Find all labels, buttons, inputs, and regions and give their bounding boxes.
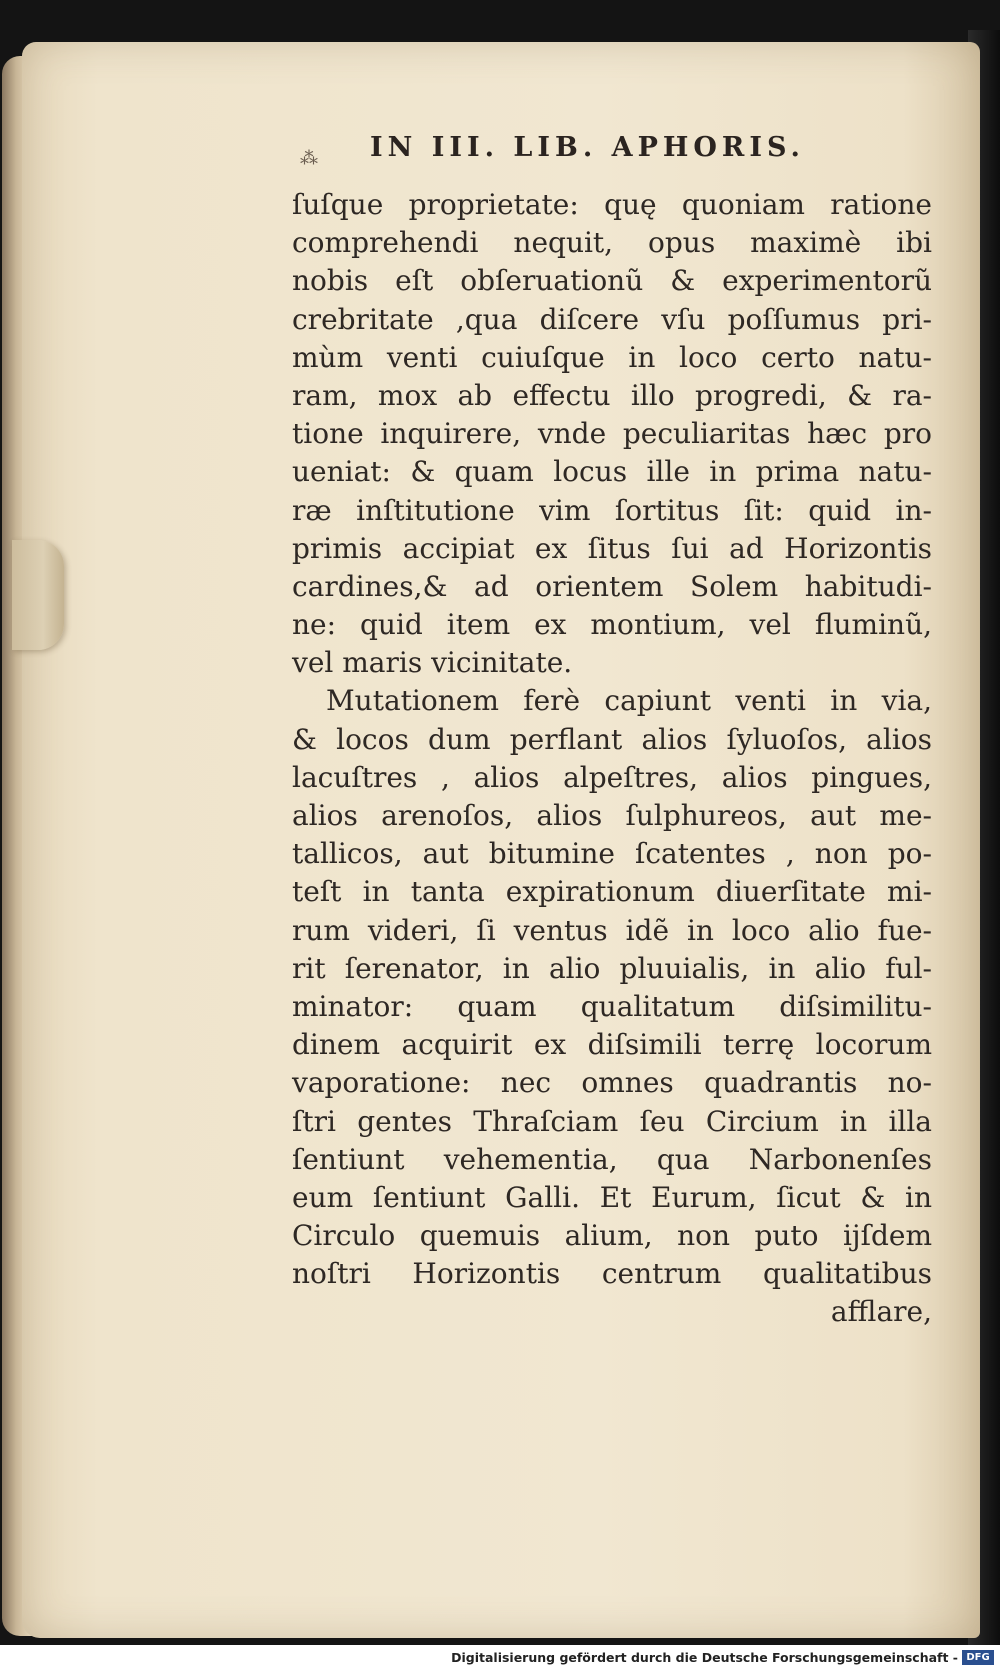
text-line: lacuſtres , alios alpeſtres, alios pingues, (292, 760, 932, 794)
text-line: cardines,& ad orientem Solem habitudi- (292, 569, 932, 603)
text-line: alios arenoſos, alios ſulphureos, aut me- (292, 799, 932, 832)
text-line: ueniat: & quam locus ille in prima natu- (292, 455, 932, 489)
page-mark: ⁂ (300, 148, 318, 169)
text-line: mùm venti cuiuſque in loco certo natu- (292, 340, 932, 374)
text-line: ſentiunt vehementia, qua Narbonenſes (292, 1142, 932, 1176)
text-line: rum videri, ſi ventus idẽ in loco alio fue- (292, 913, 932, 947)
funding-notice: Digitalisierung gefördert durch die Deutsche Forschungsgemeinschaft - (451, 1650, 958, 1665)
text-line: minator: quam qualitatum diſsimilitu- (292, 989, 932, 1023)
footer-bar (0, 1645, 1000, 1671)
text-line: teſt in tanta expirationum diuerſitate mi- (292, 875, 932, 909)
text-block (292, 186, 932, 1332)
text-line: ne: quid item ex montium, vel fluminũ, (292, 608, 932, 642)
text-line: ſuſque proprietate: quę quoniam ratione (292, 188, 932, 221)
text-line: tione inquirere, vnde peculiaritas hæc pro (292, 417, 932, 451)
text-line: ræ inſtitutione vim ſortitus ſit: quid in- (292, 493, 932, 527)
text-line: noſtri Horizontis centrum qualitatibus (292, 1257, 932, 1291)
catchword: afflare, (830, 1295, 932, 1329)
running-head: IN III. LIB. APHORIS. (370, 132, 805, 163)
text-line: dinem acquirit ex diſsimili terrę locorum (292, 1028, 932, 1062)
text-line: & locos dum perflant alios ſyluoſos, alios (292, 722, 932, 756)
page-tab (12, 540, 64, 650)
text-line: tallicos, aut bitumine ſcatentes , non po- (292, 837, 932, 871)
text-line: Mutationem ferè capiunt venti in via, (326, 684, 932, 718)
text-line: ram, mox ab effectu illo progredi, & ra- (292, 378, 932, 412)
text-line: rit ſerenator, in alio pluuialis, in alio ful- (292, 951, 932, 985)
text-line: Circulo quemuis alium, non puto ijſdem (292, 1219, 932, 1253)
text-line: comprehendi nequit, opus maximè ibi (292, 226, 932, 260)
text-line: ſtri gentes Thraſciam ſeu Circium in illa (292, 1104, 932, 1138)
text-line: nobis eſt obſeruationũ & experimentorũ (292, 264, 932, 298)
text-line: primis accipiat ex ſitus ſui ad Horizontis (292, 531, 932, 565)
text-line: vel maris vicinitate. (292, 646, 573, 680)
dfg-logo: DFG (962, 1650, 994, 1665)
text-line: eum ſentiunt Galli. Et Eurum, ſicut & in (292, 1180, 932, 1214)
text-line: vaporatione: nec omnes quadrantis no- (292, 1066, 932, 1100)
text-line: crebritate ,qua diſcere vſu poſſumus pri- (292, 302, 932, 336)
